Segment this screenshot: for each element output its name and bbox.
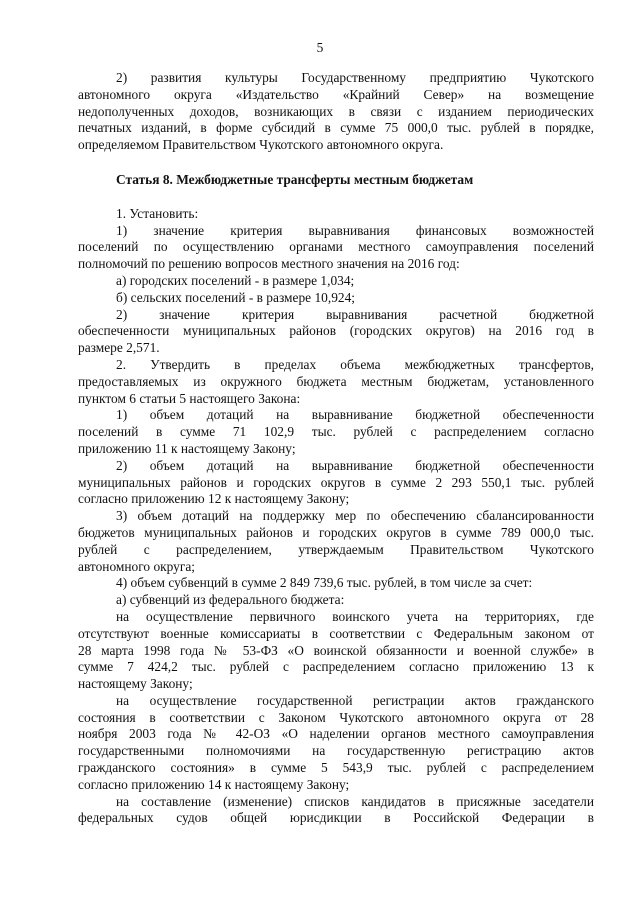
text-line: согласно приложению 14 к настоящему Закону;: [78, 776, 350, 792]
text-line: 2) значение критерия выравнивания расчетной бюджетной: [116, 306, 594, 322]
paragraph-civil-registration: [78, 693, 594, 794]
paragraph-dotation-balance: [78, 508, 594, 575]
paragraph-approve: [78, 357, 594, 407]
text-line: бюджетов муниципальных районов и городских округов в сумме 789 000,0 тыс.: [78, 524, 594, 540]
text-line: размере 2,571.: [78, 340, 160, 356]
text-line: на осуществление первичного воинского учета на территориях, где: [116, 608, 594, 624]
paragraph-criterion-settlements: [78, 223, 594, 273]
text-line: определяемом Правительством Чукотского автономного округа.: [78, 137, 444, 153]
text-line: согласно приложению 12 к настоящему Закону;: [78, 491, 350, 507]
paragraph-dotation-districts: [78, 458, 594, 508]
article-heading: Статья 8. Межбюджетные трансферты местным бюджетам: [116, 171, 474, 187]
text-line: на составление (изменение) списков кандидатов в присяжные заседатели: [116, 793, 594, 809]
paragraph-jury-lists: [78, 794, 594, 828]
text-line: предоставляемых из окружного бюджета местным бюджетам, установленного: [78, 373, 594, 389]
text-line: 2. Утвердить в пределах объема межбюджетных трансфертов,: [116, 356, 594, 372]
text-line: настоящему Закону;: [78, 676, 193, 692]
text-line: рублей с распределением, утверждаемым Правительством Чукотского: [78, 541, 594, 557]
text-line: 3) объем дотаций на поддержку мер по обеспечению сбалансированности: [116, 508, 594, 524]
list-item-rural: б) сельских поселений - в размере 10,924;: [116, 289, 355, 305]
paragraph-criterion-districts: [78, 307, 594, 357]
text-line: ноября 2003 года № 42-ОЗ «О наделении органов местного самоуправления: [78, 726, 594, 742]
text-line: печатных изданий, в форме субсидий в сумме 75 000,0 тыс. рублей в порядке,: [78, 120, 594, 136]
page-number: 5: [316, 40, 324, 55]
text-line: на осуществление государственной регистрации актов гражданского: [116, 692, 594, 708]
text-line: 2) развития культуры Государственному предприятию Чукотского: [116, 70, 594, 85]
text-line: 28 марта 1998 года № 53-ФЗ «О воинской обязанности и военной службе» в: [78, 642, 594, 658]
text-line: поселений в сумме 71 102,9 тыс. рублей с распределением согласно: [78, 424, 594, 440]
text-line: государственными полномочиями на государственную регистрацию актов: [78, 743, 594, 759]
text-line: 1) значение критерия выравнивания финансовых возможностей: [116, 222, 594, 238]
document-body: [78, 70, 594, 827]
text-line: муниципальных районов и городских округов в сумме 2 293 550,1 тыс. рублей: [78, 474, 594, 490]
text-line: приложению 11 к настоящему Закону;: [78, 440, 296, 456]
paragraph-establish: 1. Установить:: [116, 205, 199, 221]
text-line: автономного округа;: [78, 558, 196, 574]
paragraph-military-registration: [78, 609, 594, 693]
paragraph-subventions: 4) объем субвенций в сумме 2 849 739,6 тыс. рублей, в том числе за счет:: [116, 575, 533, 591]
list-item-urban: а) городских поселений - в размере 1,034;: [116, 272, 355, 288]
text-line: поселений по осуществлению органами местного самоуправления поселений: [78, 239, 594, 255]
text-line: 2) объем дотаций на выравнивание бюджетной обеспеченности: [116, 457, 594, 473]
text-line: сумме 7 424,2 тыс. рублей с распределением согласно приложению 13 к: [78, 659, 594, 675]
text-line: гражданского состояния» в сумме 5 543,9 тыс. рублей с распределением: [78, 760, 594, 776]
paragraph-culture-subsidy: [78, 70, 594, 154]
text-line: отсутствуют военные комиссариаты в соответствии с Федеральным законом от: [78, 625, 594, 641]
text-line: недополученных доходов, возникающих в связи с изданием периодических: [78, 103, 594, 119]
text-line: обеспеченности муниципальных районов (городских округов) на 2016 год в: [78, 323, 594, 339]
text-line: пунктом 6 статьи 5 настоящего Закона:: [78, 390, 301, 406]
text-line: полномочий по решению вопросов местного значения на 2016 год:: [78, 256, 460, 272]
text-line: состояния в соответствии с Законом Чукотского автономного округа от 28: [78, 709, 594, 725]
text-line: 1) объем дотаций на выравнивание бюджетной обеспеченности: [116, 407, 594, 423]
text-line: автономного округа «Издательство «Крайний Север» на возмещение: [78, 86, 594, 102]
text-line: федеральных судов общей юрисдикции в Российской Федерации в: [78, 810, 594, 826]
paragraph-federal-subventions: а) субвенций из федерального бюджета:: [116, 592, 345, 608]
paragraph-dotation-settlements: [78, 407, 594, 457]
